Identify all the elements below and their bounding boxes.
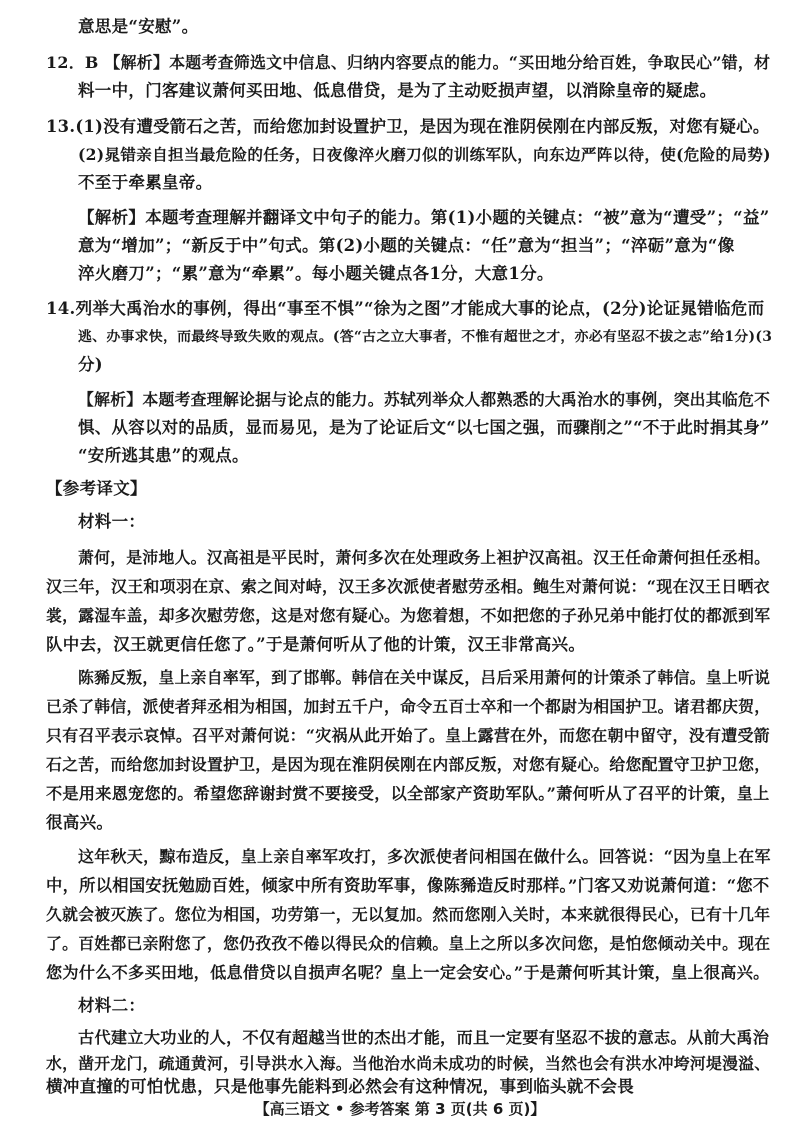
text-line: 陈豨反叛，皇上亲自率军，到了邯郸。韩信在关中谋反，吕后采用萧何的计策杀了韩信。皇上听说 [78,668,771,687]
text-line: 裳，露湿车盖，却多次慰劳您，这是对您有疑心。为您着想，不如把您的子孙兄弟中能打仗的都派到军 [46,606,771,625]
answer-13-line: 13.(1)没有遭受箭石之苦，而给您加封设置护卫，是因为现在淮阴侯刚在内部反叛，对您有疑心。 [46,117,770,136]
page-footer: 【高三语文 • 参考答案 第 3 页(共 6 页)】 [254,1100,546,1118]
text-line: 萧何，是沛地人。汉高祖是平民时，萧何多次在处理政务上袒护汉高祖。汉王任命萧何担任丞相。 [78,548,771,567]
text-line: 汉三年，汉王和项羽在京、索之间对峙，汉王多次派使者慰劳丞相。鲍生对萧何说：“现在汉王日晒衣 [46,577,770,596]
text-line: 久就会被灭族了。您位为相国，功劳第一，无以复加。然而您刚入关时，本来就很得民心，已有十几年 [46,905,771,924]
text-line: 横冲直撞的可怕忧患，只是他事先能料到必然会有这种情况，事到临头就不会畏 [46,1077,634,1096]
text-line: 已杀了韩信，派使者拜丞相为相国，加封五千户，命令五百士卒和一个都尉为相国护卫。诸君都庆贺， [46,697,771,716]
text-line: 中，所以相国安抚勉励百姓，倾家中所有资助军事，像陈豨造反时那样。”门客又劝说萧何道：“您不 [46,876,770,895]
text-line: 了。百姓都已亲附您了，您仍孜孜不倦以得民众的信赖。皇上之所以多次问您，是怕您倾动关中。现在 [46,934,771,953]
analysis-line: 【解析】本题考查理解论据与论点的能力。苏轼列举众人都熟悉的大禹治水的事例，突出其临危不 [78,390,771,409]
text-line: 不是用来恩宠您的。希望您辞谢封赏不要接受，以全部家产资助军队。”萧何听从了召平的计策，皇上 [46,784,770,803]
text-line: 逃、办事求快，而最终导致失败的观点。(答“古之立大事者，不惟有超世之才，亦必有坚忍不拔之志”给1分)(3 [78,329,773,345]
material-one-heading: 材料一： [78,512,146,531]
text-line: 淬火磨刀”；“累”意为“牵累”。每小题关键点各1分，大意1分。 [78,264,554,283]
text-line: 水，凿开龙门，疏通黄河，引导洪水入海。当他治水尚未成功的时候，当然也会有洪水冲垮河堤漫溢、 [46,1054,771,1073]
text-line: 石之苦，而给您加封设置护卫，是因为现在淮阴侯刚在内部反叛，对您有疑心。给您配置守卫护卫您， [46,755,771,774]
text-line: 不至于牵累皇帝。 [78,173,213,192]
text-line: 分) [78,355,103,374]
text-line: 很高兴。 [46,813,114,832]
text-line: 只有召平表示哀悼。召平对萧何说：“灾祸从此开始了。皇上露营在外，而您在朝中留守，没有遭受箭 [46,726,770,745]
text-line: 意思是“安慰”。 [78,17,199,36]
answer-12-line: 12．B 【解析】本题考查筛选文中信息、归纳内容要点的能力。“买田地分给百姓，争取民心”错，材 [46,53,771,72]
text-line: 这年秋天，黥布造反，皇上亲自率军攻打，多次派使者问相国在做什么。回答说：“因为皇上在军 [78,847,771,866]
text-line: “安所逃其患”的观点。 [78,446,249,465]
text-line: 队中去，汉王就更信任您了。”于是萧何听从了他的计策，汉王非常高兴。 [46,635,586,654]
answer-14-line: 14.列举大禹治水的事例，得出“事至不惧”“徐为之图”才能成大事的论点，(2分)论证晁错临危而 [46,299,765,318]
text-line: 惧、从容以对的品质，显而易见，是为了论证后文“以七国之强，而骤削之”“不于此时捐其身” [78,418,770,437]
material-two-heading: 材料二： [78,996,146,1015]
text-line: 料一中，门客建议萧何买田地、低息借贷，是为了主动贬损声望，以消除皇帝的疑虑。 [78,81,717,100]
text-line: 意为“增加”；“新反于中”句式。第(2)小题的关键点：“任”意为“担当”；“淬砺”意为“像 [78,236,735,255]
analysis-line: 【解析】本题考查理解并翻译文中句子的能力。第(1)小题的关键点：“被”意为“遭受”；“益” [78,208,770,227]
reference-translation-heading: 【参考译文】 [46,479,147,498]
text-line: 古代建立大功业的人，不仅有超越当世的杰出才能，而且一定要有坚忍不拔的意志。从前大禹治 [78,1028,770,1047]
text-line: 您为什么不多买田地，低息借贷以自损声名呢？皇上一定会安心。”于是萧何听其计策，皇上很高兴。 [46,963,770,982]
text-line: (2)晁错亲自担当最危险的任务，日夜像淬火磨刀似的训练军队，向东边严阵以待，使(危险的局势) [78,145,771,164]
